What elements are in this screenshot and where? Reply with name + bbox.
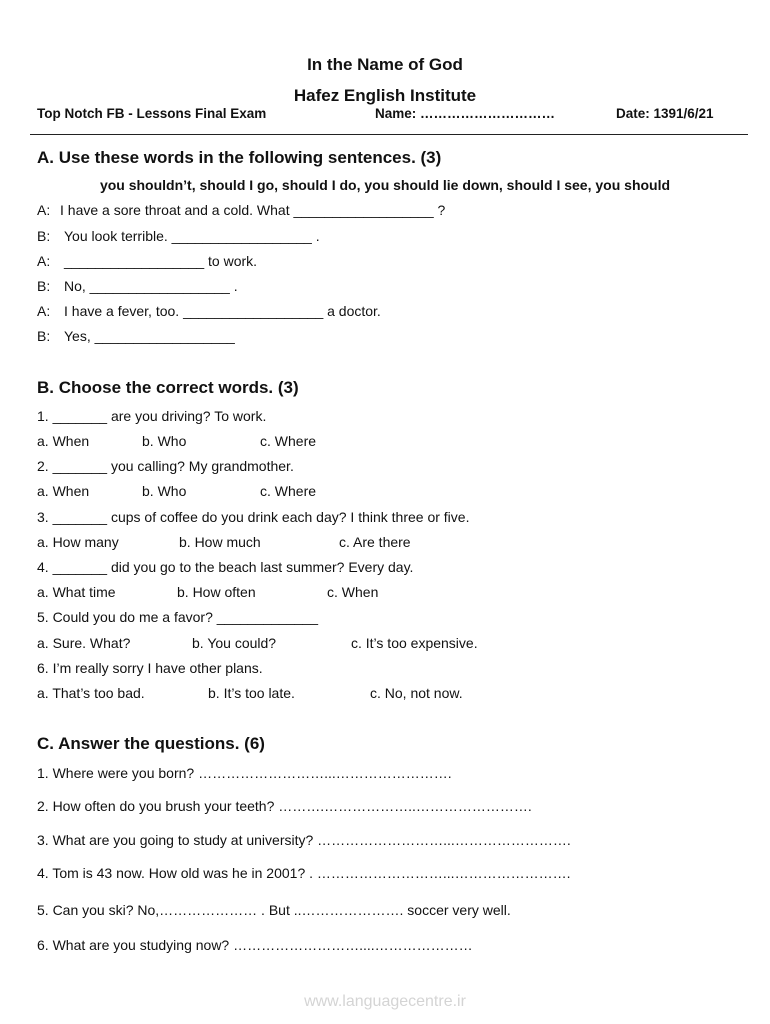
option-a: a. How many [37,534,119,550]
watermark: www.languagecentre.ir [304,993,466,1010]
option-c: c. No, not now. [370,685,463,701]
dialogue-line: __________________ to work. [64,253,258,269]
dialogue-line: I have a sore throat and a cold. What __________________ ? [60,202,446,218]
question-text: 5. Could you do me a favor? _____________ [37,609,318,625]
dialogue-line: Yes, __________________ [64,328,235,344]
option-a: a. What time [37,584,116,600]
section-c-heading: C. Answer the questions. (6) [37,734,265,753]
question-text: 4. Tom is 43 now. How old was he in 2001? . ………………………...……………………. [37,865,571,881]
option-a: a. When [37,483,90,499]
question-text: 5. Can you ski? No,………………… . But ..…………………. soccer very well. [37,902,511,918]
option-b: b. Who [142,433,187,449]
question-text: 2. _______ you calling? My grandmother. [37,458,294,474]
section-a-heading: A. Use these words in the following sentences. (3) [37,148,442,167]
section-b-heading: B. Choose the correct words. (3) [37,378,299,397]
dialogue-speaker: A: [37,303,51,319]
document-title: In the Name of God [307,55,463,74]
institute-name: Hafez English Institute [293,86,477,105]
option-b: b. How much [179,534,261,550]
dialogue-line: No, __________________ . [64,278,238,294]
option-c: c. It’s too expensive. [351,635,478,651]
option-b: b. It’s too late. [208,685,295,701]
option-a: a. Sure. What? [37,635,131,651]
question-text: 1. Where were you born? ………………………...……………………. [37,765,452,781]
dialogue-speaker: A: [37,253,51,269]
question-text: 6. What are you studying now? ………………………....………………… [37,937,473,953]
question-text: 4. _______ did you go to the beach last summer? Every day. [37,559,414,575]
option-c: c. Where [260,433,317,449]
dialogue-line: I have a fever, too. __________________ a doctor. [64,303,381,319]
option-b: b. How often [177,584,256,600]
option-a: a. That’s too bad. [37,685,145,701]
option-c: c. Are there [339,534,411,550]
word-bank: you shouldn’t, should I go, should I do, you should lie down, should I see, you should [99,177,671,193]
exam-title: Top Notch FB - Lessons Final Exam [37,106,267,121]
option-c: c. Where [260,483,317,499]
question-text: 2. How often do you brush your teeth? ……….………………..……………………. [37,798,532,814]
dialogue-line: You look terrible. __________________ . [64,228,320,244]
option-c: c. When [327,584,379,600]
question-text: 3. What are you going to study at university? ………………………...……………………. [37,832,571,848]
dialogue-speaker: B: [37,228,51,244]
exam-date: Date: 1391/6/21 [616,106,714,121]
option-b: b. Who [142,483,187,499]
option-b: b. You could? [192,635,277,651]
question-text: 3. _______ cups of coffee do you drink each day? I think three or five. [37,509,470,525]
option-a: a. When [37,433,90,449]
question-text: 6. I’m really sorry I have other plans. [37,660,263,676]
dialogue-speaker: A: [37,202,51,218]
name-field: Name: ………………………… [375,106,556,121]
dialogue-speaker: B: [37,278,51,294]
dialogue-speaker: B: [37,328,51,344]
header-divider [30,134,748,135]
question-text: 1. _______ are you driving? To work. [37,408,267,424]
